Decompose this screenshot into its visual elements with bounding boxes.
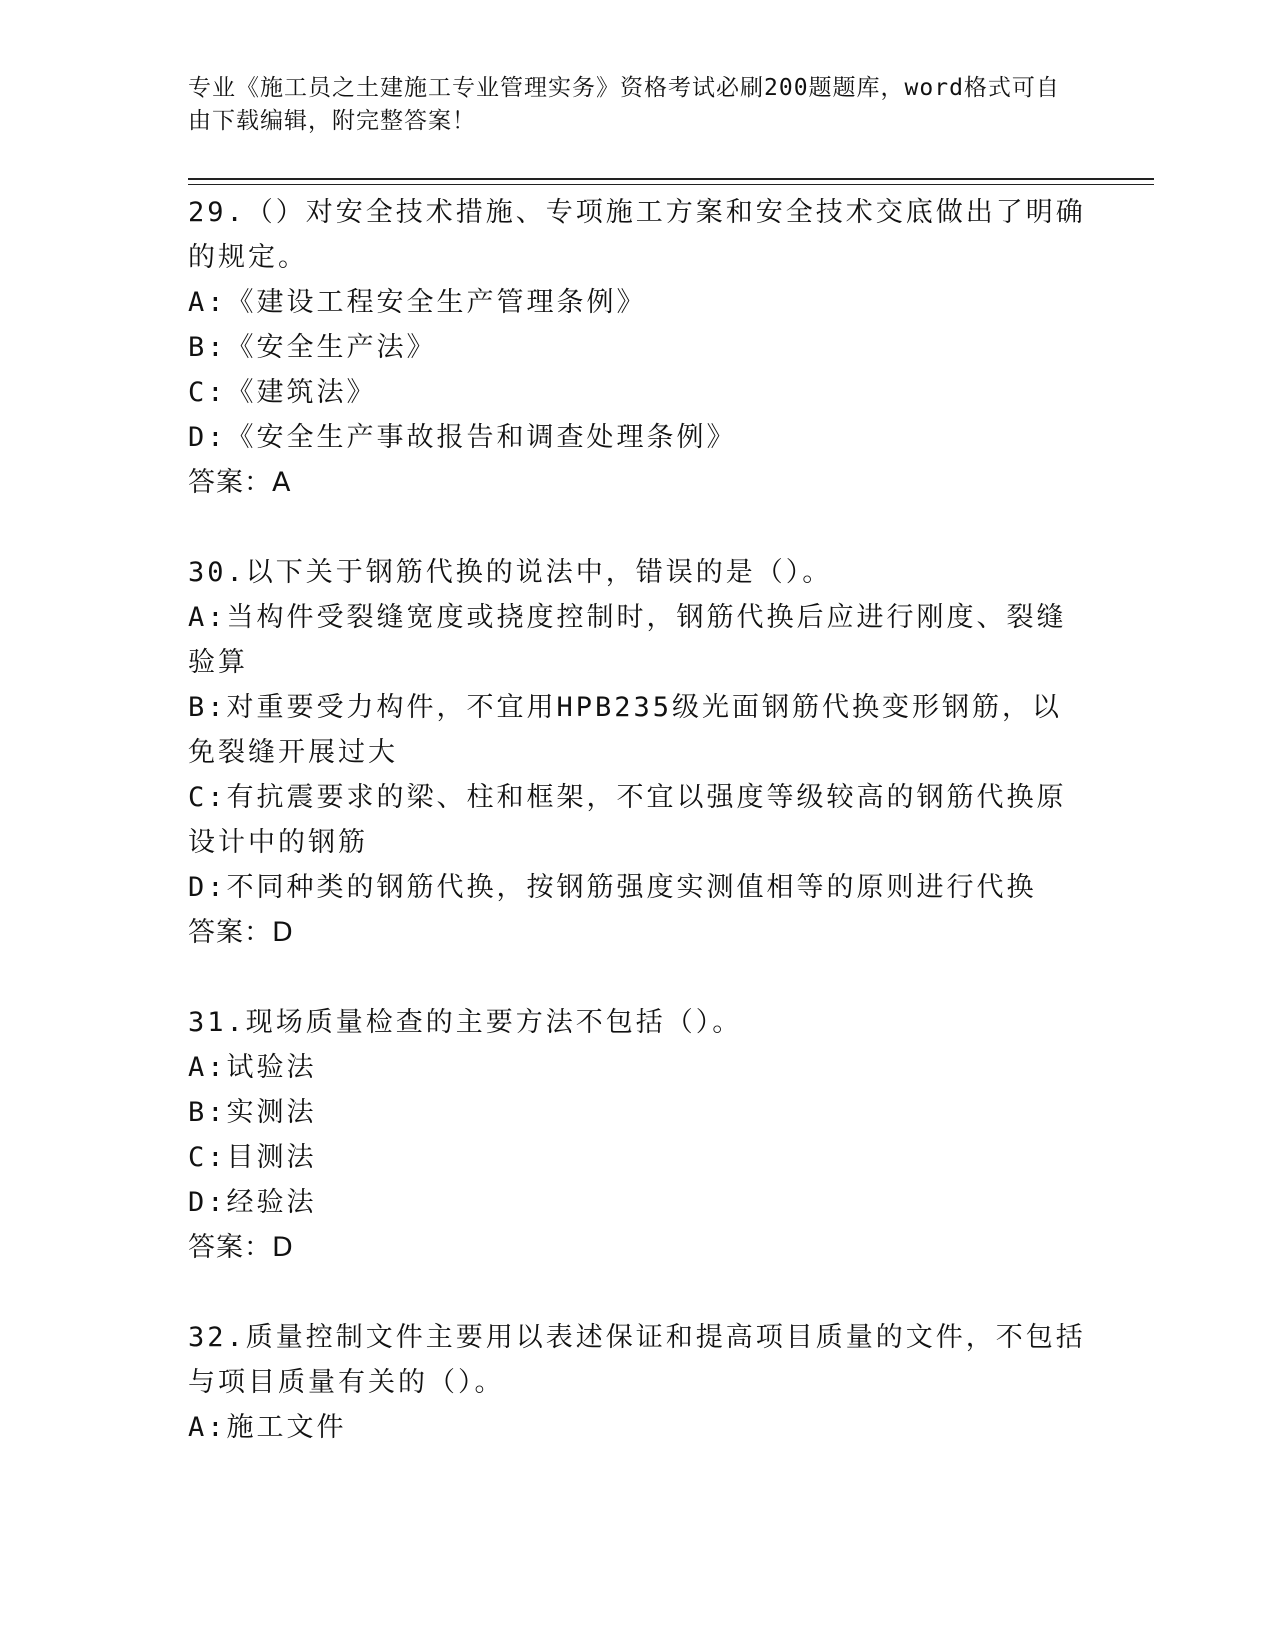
option-b: B:实测法 bbox=[188, 1097, 317, 1128]
answer: 答案：D bbox=[188, 1232, 294, 1263]
document-header: 专业《施工员之土建施工专业管理实务》资格考试必刷200题题库，word格式可自由下载编辑，附完整答案！ bbox=[188, 75, 1060, 134]
option-d: D:《安全生产事故报告和调查处理条例》 bbox=[188, 422, 737, 453]
question-32 bbox=[188, 1315, 1088, 1450]
question-stem: 30.以下关于钢筋代换的说法中，错误的是（）。 bbox=[188, 557, 833, 588]
answer: 答案：A bbox=[188, 467, 292, 498]
header-divider bbox=[188, 178, 1154, 185]
question-stem: 32.质量控制文件主要用以表述保证和提高项目质量的文件，不包括与项目质量有关的（）。 bbox=[188, 1322, 1086, 1398]
question-31 bbox=[188, 1000, 1088, 1270]
option-a: A:《建设工程安全生产管理条例》 bbox=[188, 287, 647, 318]
option-b: B:《安全生产法》 bbox=[188, 332, 437, 363]
option-c: C:目测法 bbox=[188, 1142, 317, 1173]
option-d: D:经验法 bbox=[188, 1187, 317, 1218]
question-list bbox=[188, 190, 1088, 1495]
option-c: C:《建筑法》 bbox=[188, 377, 377, 408]
answer: 答案：D bbox=[188, 917, 294, 948]
question-29 bbox=[188, 190, 1088, 505]
question-stem: 29.（）对安全技术措施、专项施工方案和安全技术交底做出了明确的规定。 bbox=[188, 197, 1086, 273]
option-c: C:有抗震要求的梁、柱和框架，不宜以强度等级较高的钢筋代换原设计中的钢筋 bbox=[188, 782, 1067, 858]
question-stem: 31.现场质量检查的主要方法不包括（）。 bbox=[188, 1007, 743, 1038]
option-b: B:对重要受力构件，不宜用HPB235级光面钢筋代换变形钢筋，以免裂缝开展过大 bbox=[188, 692, 1063, 768]
option-a: A:施工文件 bbox=[188, 1412, 347, 1443]
option-d: D:不同种类的钢筋代换，按钢筋强度实测值相等的原则进行代换 bbox=[188, 872, 1037, 903]
option-a: A:试验法 bbox=[188, 1052, 317, 1083]
question-30 bbox=[188, 550, 1088, 955]
option-a: A:当构件受裂缝宽度或挠度控制时，钢筋代换后应进行刚度、裂缝验算 bbox=[188, 602, 1067, 678]
